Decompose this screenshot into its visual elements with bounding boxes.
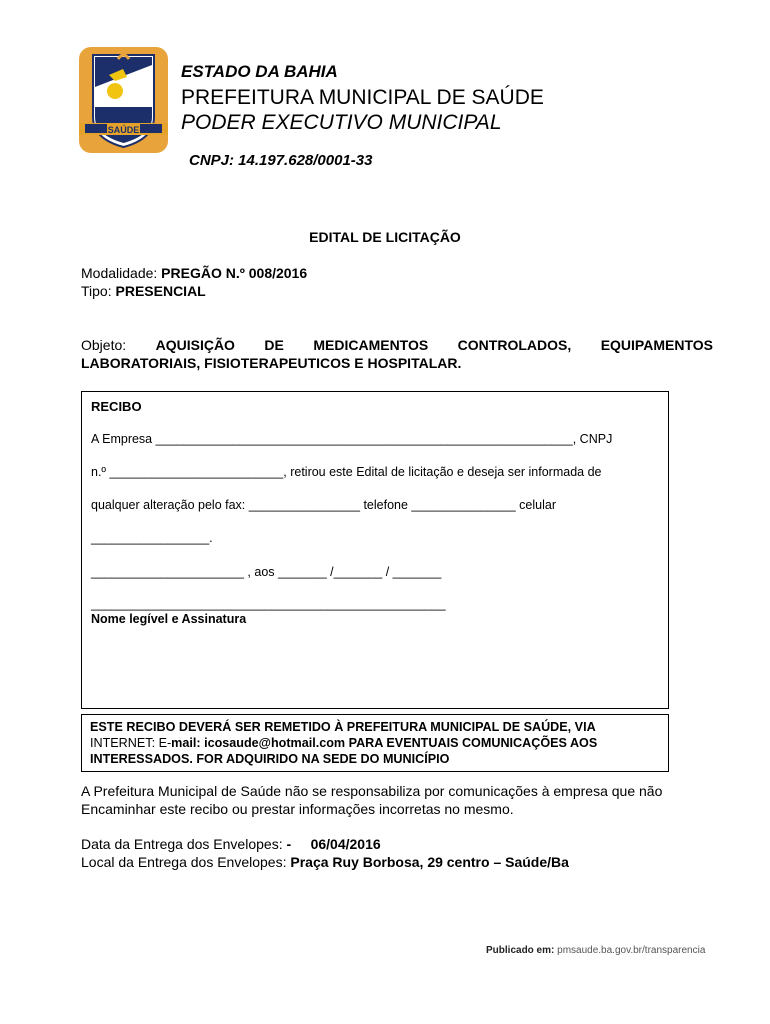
recibo-line-cnpj: n.º _________________________, retirou este Edital de licitação e deseja ser informada de	[91, 465, 602, 479]
recibo-signature-line: ___________________________________________________	[91, 597, 446, 611]
published-footer	[486, 945, 705, 956]
delivery-date-label: Data da Entrega dos Envelopes:	[81, 836, 283, 852]
delivery-date-value: - 06/04/2016	[286, 836, 381, 852]
recibo-line-data: ______________________ , aos _______ /_______ / _______	[91, 565, 442, 579]
objeto-word: AQUISIÇÃO	[155, 337, 235, 353]
delivery-info	[81, 835, 569, 871]
notice-line3: INTERESSADOS. FOR ADQUIRIDO NA SEDE DO MUNICÍPIO	[90, 752, 450, 766]
delivery-place-value: Praça Ruy Borbosa, 29 centro – Saúde/Ba	[290, 854, 569, 870]
objeto-label: Objeto:	[81, 337, 127, 353]
objeto-line2: LABORATORIAIS, FISIOTERAPEUTICOS E HOSPITALAR.	[81, 355, 462, 371]
tipo-label: Tipo:	[81, 283, 112, 299]
notice-line2-prefix: INTERNET: E-	[90, 736, 172, 750]
notice-box	[81, 714, 669, 772]
disclaimer-paragraph: A Prefeitura Municipal de Saúde não se responsabiliza por comunicações à empresa que não Encaminhar este recibo ou prestar informações incorretas no mesmo.	[81, 783, 663, 817]
objeto-word: CONTROLADOS,	[457, 337, 572, 353]
header-cnpj: CNPJ: 14.197.628/0001-33	[189, 152, 373, 169]
tipo-line	[81, 282, 206, 300]
delivery-place-line	[81, 853, 569, 871]
delivery-date-line	[81, 835, 569, 853]
recibo-line-contato: qualquer alteração pelo fax: ________________ telefone _______________ celular	[91, 498, 556, 512]
modalidade-line	[81, 264, 307, 282]
modalidade-value: PREGÃO N.º 008/2016	[161, 265, 308, 281]
delivery-place-label: Local da Entrega dos Envelopes:	[81, 854, 287, 870]
recibo-line-empresa: A Empresa ____________________________________________________________, CNPJ	[91, 432, 613, 446]
municipal-coat-of-arms-logo	[79, 47, 168, 153]
logo-city-name: SAÚDE	[107, 125, 140, 135]
objeto-word: DE	[264, 337, 284, 353]
notice-line2-bold: mail: icosaude@hotmail.com PARA EVENTUAIS COMUNICAÇÕES AOS	[171, 736, 598, 750]
recibo-box	[81, 391, 669, 709]
document-title: EDITAL DE LICITAÇÃO	[309, 229, 461, 245]
published-url: pmsaude.ba.gov.br/transparencia	[557, 945, 706, 956]
tipo-value: PRESENCIAL	[115, 283, 206, 299]
objeto-word: MEDICAMENTOS	[313, 337, 429, 353]
header-poder: PODER EXECUTIVO MUNICIPAL	[181, 111, 502, 134]
header-prefeitura: PREFEITURA MUNICIPAL DE SAÚDE	[181, 86, 544, 109]
objeto-paragraph	[81, 336, 713, 372]
objeto-word: EQUIPAMENTOS	[600, 337, 713, 353]
recibo-signature-label: Nome legível e Assinatura	[91, 612, 247, 626]
notice-line2	[90, 735, 660, 751]
modalidade-label: Modalidade:	[81, 265, 158, 281]
notice-line1: ESTE RECIBO DEVERÁ SER REMETIDO À PREFEITURA MUNICIPAL DE SAÚDE, VIA	[90, 720, 596, 734]
header-state: ESTADO DA BAHIA	[181, 62, 338, 81]
recibo-line-celular: _________________.	[91, 531, 213, 545]
published-label: Publicado em:	[486, 945, 555, 956]
recibo-title: RECIBO	[91, 399, 142, 414]
